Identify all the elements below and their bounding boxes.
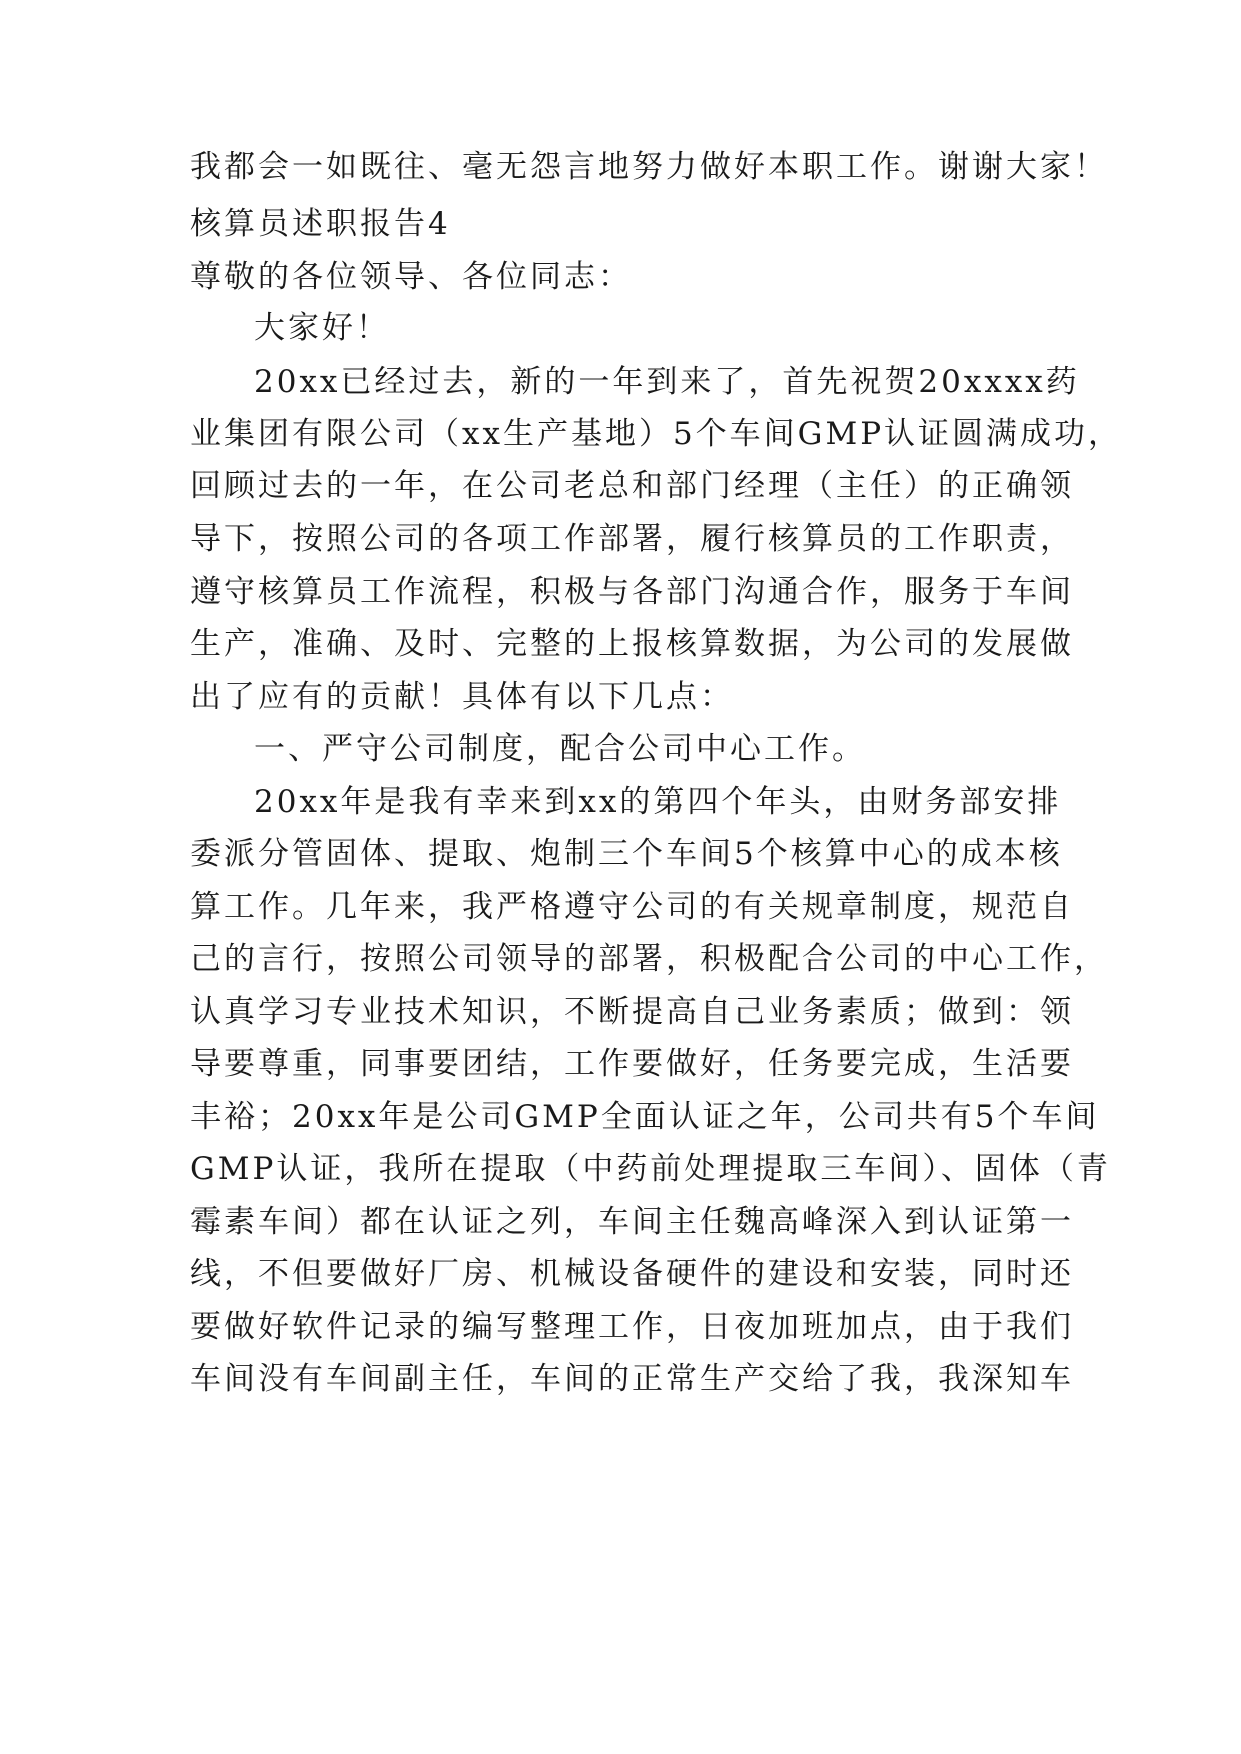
text-line: 己的言行，按照公司领导的部署，积极配合公司的中心工作， bbox=[190, 941, 1108, 977]
text-line: 丰裕；20xx年是公司GMP全面认证之年，公司共有5个车间 bbox=[190, 1099, 1100, 1135]
text-line: 生产，准确、及时、完整的上报核算数据，为公司的发展做 bbox=[190, 626, 1074, 662]
text-line: 20xx年是我有幸来到xx的第四个年头，由财务部安排 bbox=[254, 784, 1062, 820]
text-line: 我都会一如既往、毫无怨言地努力做好本职工作。谢谢大家！ bbox=[190, 149, 1108, 185]
text-line: 出了应有的贡献！具体有以下几点： bbox=[190, 679, 734, 715]
text-line: 要做好软件记录的编写整理工作，日夜加班加点，由于我们 bbox=[190, 1309, 1074, 1345]
text-line: 遵守核算员工作流程，积极与各部门沟通合作，服务于车间 bbox=[190, 574, 1074, 610]
text-line: 导下，按照公司的各项工作部署，履行核算员的工作职责， bbox=[190, 521, 1074, 557]
text-line: 回顾过去的一年，在公司老总和部门经理（主任）的正确领 bbox=[190, 468, 1074, 504]
greeting: 大家好！ bbox=[254, 310, 390, 346]
text-line: 认真学习专业技术知识，不断提高自己业务素质；做到：领 bbox=[190, 994, 1074, 1030]
text-line: 车间没有车间副主任，车间的正常生产交给了我，我深知车 bbox=[190, 1361, 1074, 1397]
text-line: 委派分管固体、提取、炮制三个车间5个核算中心的成本核 bbox=[190, 836, 1063, 872]
text-line: 线，不但要做好厂房、机械设备硬件的建设和安装，同时还 bbox=[190, 1256, 1074, 1292]
section-title: 核算员述职报告4 bbox=[190, 206, 451, 242]
text-line: 20xx已经过去，新的一年到来了，首先祝贺20xxxx药 bbox=[254, 364, 1080, 400]
text-line: GMP认证，我所在提取（中药前处理提取三车间）、固体（青 bbox=[190, 1151, 1111, 1187]
subheading: 一、严守公司制度，配合公司中心工作。 bbox=[254, 731, 866, 767]
text-line: 导要尊重，同事要团结，工作要做好，任务要完成，生活要 bbox=[190, 1046, 1074, 1082]
salutation: 尊敬的各位领导、各位同志： bbox=[190, 259, 632, 295]
text-line: 业集团有限公司（xx生产基地）5个车间GMP认证圆满成功， bbox=[190, 416, 1123, 452]
text-line: 霉素车间）都在认证之列，车间主任魏高峰深入到认证第一 bbox=[190, 1204, 1074, 1240]
text-line: 算工作。几年来，我严格遵守公司的有关规章制度，规范自 bbox=[190, 889, 1074, 925]
